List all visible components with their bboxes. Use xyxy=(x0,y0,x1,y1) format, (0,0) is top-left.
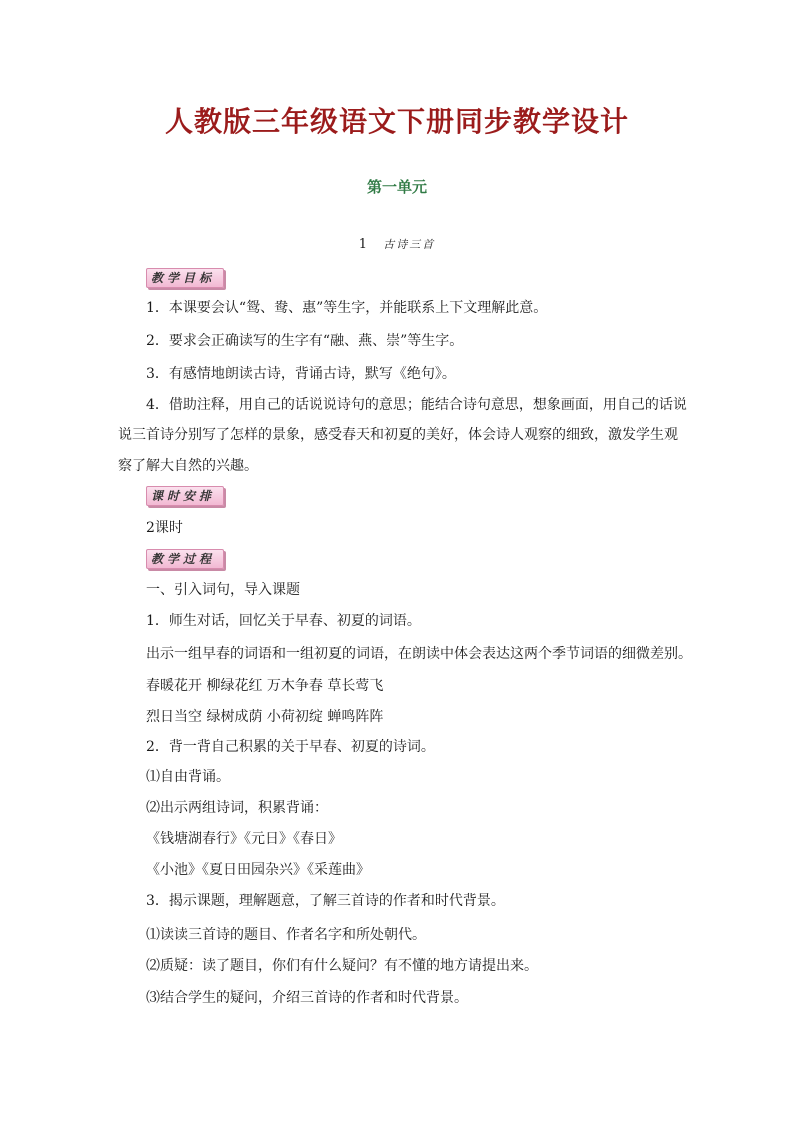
process-line: ⑵质疑：读了题目，你们有什么疑问？有不懂的地方请提出来。 xyxy=(146,958,538,974)
goal-item-2: 2．要求会正确读写的生字有“融、燕、崇”等生字。 xyxy=(146,333,464,349)
lesson-heading xyxy=(0,236,794,252)
document-title: 人教版三年级语文下册同步教学设计 xyxy=(164,105,629,138)
process-line: 出示一组早春的词语和一组初夏的词语，在朗读中体会表达这两个季节词语的细微差别。 xyxy=(146,646,692,662)
goal-item-4-line-2: 说三首诗分别写了怎样的景象，感受春天和初夏的美好，体会诗人观察的细致，激发学生观 xyxy=(118,427,678,443)
section-tag-schedule: 课时安排 xyxy=(146,486,224,506)
process-line: 烈日当空 绿树成荫 小荷初绽 蝉鸣阵阵 xyxy=(146,709,384,725)
process-line: ⑵出示两组诗词，积累背诵： xyxy=(146,800,328,816)
process-line: 春暖花开 柳绿花红 万木争春 草长莺飞 xyxy=(146,678,384,694)
process-line: 3．揭示课题，理解题意，了解三首诗的作者和时代背景。 xyxy=(146,893,505,909)
goal-item-3: 3．有感情地朗读古诗，背诵古诗，默写《绝句》。 xyxy=(146,366,456,382)
section-tag-goals: 教学目标 xyxy=(146,268,224,288)
lesson-name: 古诗三首 xyxy=(383,238,436,251)
unit-heading: 第一单元 xyxy=(366,178,427,196)
process-line: 2．背一背自己积累的关于早春、初夏的诗词。 xyxy=(146,739,435,755)
process-line: 《小池》《夏日田园杂兴》《采莲曲》 xyxy=(146,862,370,878)
goal-item-4-line-1: 4．借助注释，用自己的话说说诗句的意思；能结合诗句意思，想象画面，用自己的话说 xyxy=(146,397,687,413)
section-tag-process: 教学过程 xyxy=(146,549,224,569)
goal-item-1: 1．本课要会认“鸳、鸯、惠”等生字，并能联系上下文理解此意。 xyxy=(146,300,548,316)
lesson-number: 1 xyxy=(358,237,368,252)
process-line: 1．师生对话，回忆关于早春、初夏的词语。 xyxy=(146,613,421,629)
goal-item-4-line-3: 察了解大自然的兴趣。 xyxy=(118,458,258,474)
process-line: ⑶结合学生的疑问，介绍三首诗的作者和时代背景。 xyxy=(146,990,468,1006)
process-line: 《钱塘湖春行》《元日》《春日》 xyxy=(146,831,342,847)
process-line: ⑴自由背诵。 xyxy=(146,769,230,785)
process-line: ⑴读读三首诗的题目、作者名字和所处朝代。 xyxy=(146,927,426,943)
process-line: 一、引入词句，导入课题 xyxy=(146,582,300,598)
schedule-text: 2课时 xyxy=(146,520,183,536)
